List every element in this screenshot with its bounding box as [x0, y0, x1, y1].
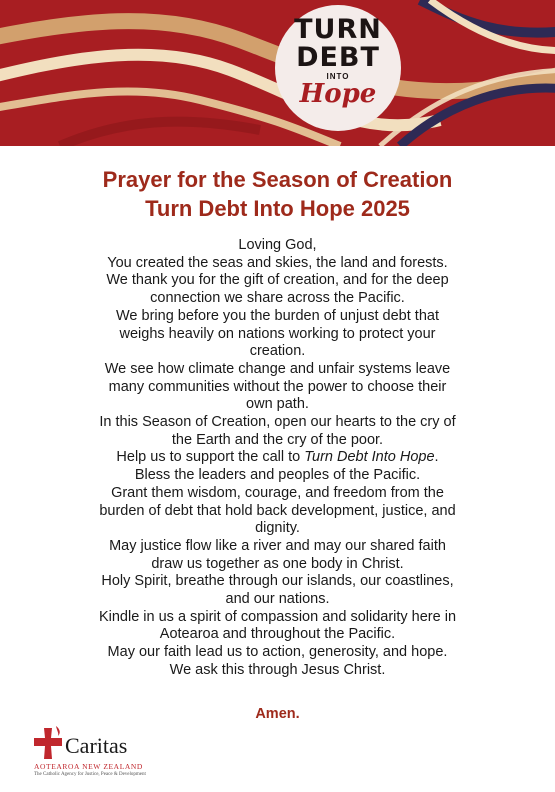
campaign-name: Turn Debt Into Hope — [304, 449, 435, 466]
prayer-line: In this Season of Creation, open our hearts to the cry of — [99, 414, 456, 431]
caritas-country: AOTEAROA NEW ZEALAND — [34, 762, 143, 771]
prayer-line: Kindle in us a spirit of compassion and solidarity here in — [98, 608, 457, 625]
header-banner — [0, 0, 555, 146]
prayer-line: We bring before you the burden of unjust debt that — [116, 307, 439, 324]
amen-text: Amen. — [255, 706, 300, 722]
prayer-line: We thank you for the gift of creation, and for the deep — [106, 272, 449, 289]
caritas-logo — [32, 726, 152, 782]
prayer-line: May our faith lead us to action, generosity, and hope. — [107, 644, 448, 661]
page-title: Prayer for the Season of Creation — [102, 167, 453, 192]
prayer-line: and our nations. — [225, 591, 330, 608]
prayer-line-campaign — [50, 449, 505, 467]
prayer-line: weighs heavily on nations working to protect your — [119, 325, 436, 342]
logo-line-hope: Hope — [299, 79, 377, 109]
prayer-text — [50, 237, 505, 680]
prayer-line: draw us together as one body in Christ. — [151, 555, 404, 572]
prayer-line: dignity. — [255, 520, 300, 537]
prayer-line: You created the seas and skies, the land and forests. — [107, 254, 448, 271]
page-subtitle: Turn Debt Into Hope 2025 — [145, 196, 410, 221]
prayer-line: creation. — [249, 343, 306, 360]
caritas-name: Caritas — [65, 733, 128, 758]
prayer-line: the Earth and the cry of the poor. — [171, 431, 384, 448]
prayer-line: own path. — [246, 396, 309, 413]
caritas-tagline: The Catholic Agency for Justice, Peace & Development — [34, 772, 146, 777]
prayer-line: Holy Spirit, breathe through our islands, our coastlines, — [101, 573, 454, 590]
logo-line-debt: DEBT — [296, 42, 380, 73]
prayer-line: May justice flow like a river and may our shared faith — [109, 537, 446, 554]
campaign-suffix: . — [434, 449, 439, 466]
prayer-line: Grant them wisdom, courage, and freedom from the — [111, 484, 444, 501]
prayer-line: burden of debt that hold back development, justice, and — [99, 502, 456, 519]
prayer-line: Aotearoa and throughout the Pacific. — [159, 626, 396, 643]
caritas-cross-flame-icon — [32, 726, 64, 760]
turn-debt-into-hope-logo — [275, 16, 401, 107]
logo-line-into: INTO — [326, 72, 350, 81]
logo-line-turn: TURN — [294, 14, 382, 45]
prayer-line: Bless the leaders and peoples of the Pacific. — [134, 467, 421, 484]
prayer-line: We see how climate change and unfair systems leave — [104, 360, 451, 377]
prayer-line: We ask this through Jesus Christ. — [169, 661, 386, 678]
prayer-line: Loving God, — [238, 237, 317, 253]
campaign-call-text: Help us to support the call to — [116, 449, 301, 466]
prayer-line: connection we share across the Pacific. — [150, 290, 405, 307]
prayer-line: many communities without the power to choose their — [108, 378, 447, 395]
